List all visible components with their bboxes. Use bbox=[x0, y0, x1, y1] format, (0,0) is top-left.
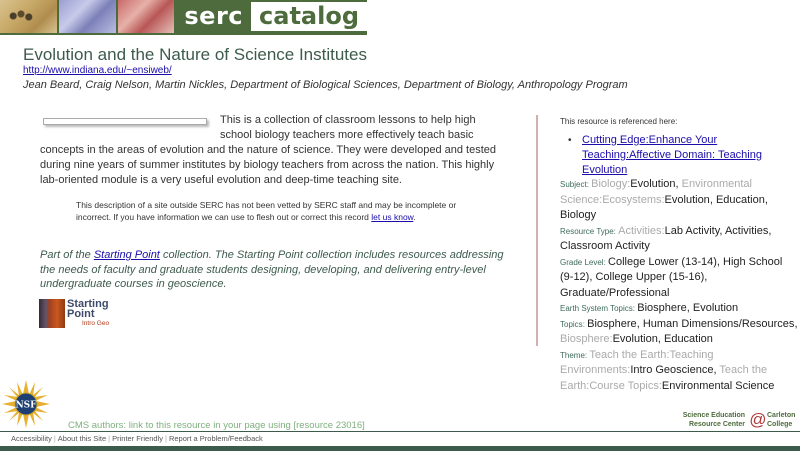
footer-link-printer-friendly[interactable]: Printer Friendly bbox=[112, 434, 163, 443]
starting-point-logo-subtitle: Intro Geo bbox=[82, 320, 110, 327]
collection-text: collection. The Starting Point collection includes resources addressing the needs of faculty and graduate students designing, developing, and delivering entry-level undergraduate courses in geoscience. bbox=[40, 249, 504, 290]
banner-section: catalog bbox=[251, 2, 367, 31]
column-divider bbox=[536, 115, 538, 346]
carleton-logo-text: Carleton College bbox=[767, 412, 796, 428]
reference-link-affective-domain[interactable]: Cutting Edge:Enhance Your Teaching:Affective Domain: Teaching Evolution bbox=[582, 134, 762, 176]
starting-point-logo-text: Starting Point bbox=[67, 298, 109, 320]
meta-subject-label: Subject bbox=[560, 180, 587, 189]
references-heading: This resource is referenced here: bbox=[560, 117, 678, 126]
disclaimer-end: . bbox=[413, 212, 416, 222]
meta-earth-system-label: Earth System Topics bbox=[560, 304, 633, 313]
reference-item bbox=[568, 133, 798, 178]
starting-point-link[interactable]: Starting Point bbox=[93, 249, 160, 261]
separator: | bbox=[108, 434, 111, 443]
footer-links bbox=[11, 434, 263, 443]
collection-prefix: Part of the bbox=[40, 249, 91, 261]
footer-link-report-problem[interactable]: Report a Problem/Feedback bbox=[168, 434, 263, 443]
meta-earth-system: Earth System Topics: Biosphere, Evolution bbox=[560, 302, 739, 314]
image-float-spacer bbox=[40, 113, 220, 141]
starting-point-logo[interactable] bbox=[39, 299, 125, 329]
meta-resource-type-label: Resource Type bbox=[560, 226, 614, 236]
meta-topics-label: Topics bbox=[560, 319, 583, 329]
banner-photo-field bbox=[0, 0, 57, 33]
vetting-disclaimer bbox=[76, 199, 476, 223]
cms-authors-note: CMS authors: link to this resource in your page using [resource 23016] bbox=[68, 420, 365, 431]
nsf-seal-icon bbox=[2, 380, 50, 428]
resource-description bbox=[40, 113, 500, 188]
meta-topics: Topics: Biosphere, Human Dimensions/Resources, Biosphere:Evolution, Education bbox=[560, 317, 798, 345]
banner-photo-lab bbox=[59, 0, 116, 33]
let-us-know-link[interactable]: let us know bbox=[371, 212, 414, 222]
meta-resource-type: Resource Type: Activities:Lab Activity, Activities, Classroom Activity bbox=[560, 224, 772, 252]
banner-brand: serc bbox=[184, 2, 244, 30]
at-symbol-icon: @ bbox=[749, 410, 767, 429]
references-list bbox=[568, 133, 798, 178]
footer-link-about[interactable]: About this Site bbox=[57, 434, 107, 443]
nsf-logo[interactable] bbox=[2, 380, 50, 428]
svg-text:NSF: NSF bbox=[15, 400, 37, 411]
meta-theme: Theme: Teach the Earth:Teaching Environments:Intro Geoscience, Teach the Earth:Course Topics:Environmental Science bbox=[560, 348, 775, 392]
collection-note bbox=[40, 248, 520, 292]
meta-subject: Subject: Biology:Evolution, Environmental Science:Ecosystems:Evolution, Education, Biology bbox=[560, 178, 768, 221]
description-text: This is a collection of classroom lessons to help high school biology teachers more effectively teach basic concepts in the areas of evolution and the nature of science. They were developed and tested during nine years of summer institutes by biology teachers from across the nation. This highly lab-oriented module is a very useful evolution and deep-time teaching site. bbox=[40, 114, 496, 186]
page-title: Evolution and the Nature of Science Institutes bbox=[23, 45, 367, 64]
resource-authors: Jean Beard, Craig Nelson, Martin Nickles, Department of Biological Sciences, Department of Biology, Anthropology Program bbox=[23, 79, 628, 91]
disclaimer-text: This description of a site outside SERC has not been vetted by SERC staff and may be incomplete or incorrect. If you have information we can use to flesh out or correct this record bbox=[76, 200, 457, 222]
separator: | bbox=[53, 434, 56, 443]
meta-grade-level-label: Grade Level bbox=[560, 257, 604, 267]
serc-catalog-banner[interactable] bbox=[0, 0, 367, 35]
meta-grade-level: Grade Level: College Lower (13-14), High School (9-12), College Upper (15-16), Graduate/Professional bbox=[560, 255, 783, 299]
starting-point-logo-image bbox=[39, 299, 65, 328]
resource-url-link[interactable]: http://www.indiana.edu/~ensiweb/ bbox=[23, 65, 172, 76]
serc-carleton-logo[interactable] bbox=[682, 410, 798, 432]
meta-theme-label: Theme bbox=[560, 350, 585, 360]
separator: | bbox=[164, 434, 167, 443]
banner-photo-classroom bbox=[118, 0, 175, 33]
footer-link-accessibility[interactable]: Accessibility bbox=[11, 434, 52, 443]
footer-rule bbox=[0, 431, 800, 432]
resource-metadata bbox=[560, 177, 798, 394]
serc-logo-text: Science Education Resource Center bbox=[682, 412, 745, 428]
footer-bar bbox=[0, 445, 800, 451]
